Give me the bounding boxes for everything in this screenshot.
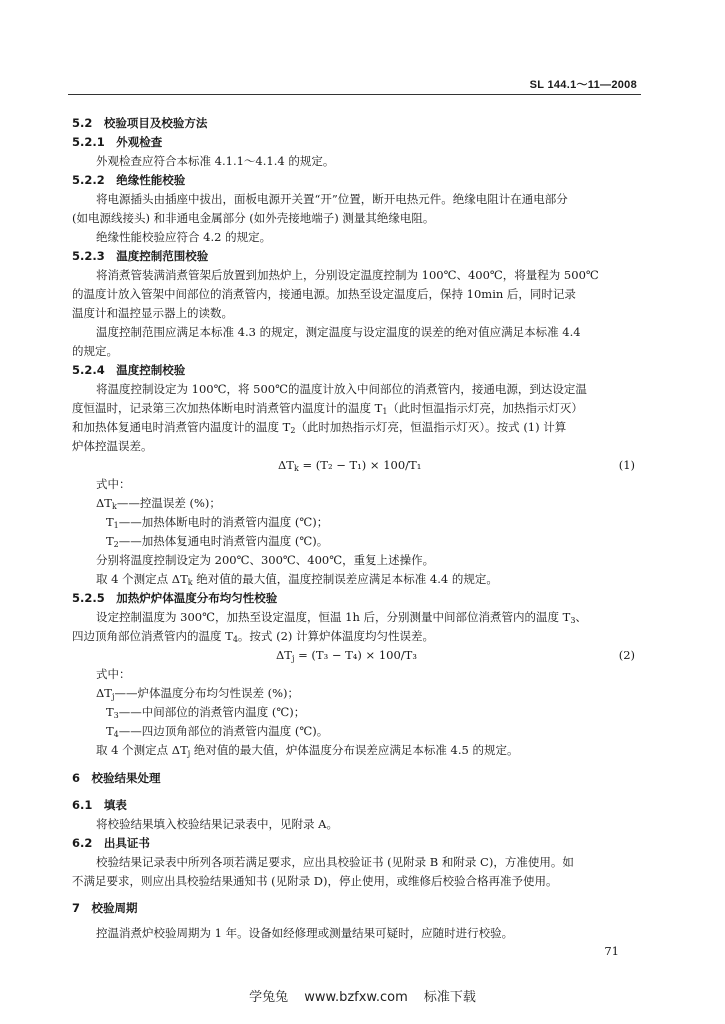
paragraph: 炉体控温误差。	[72, 439, 153, 453]
subscript: 1	[382, 407, 388, 416]
definition-item: $\Delta T_j——$炉体温度分布均匀性误差 (%)；	[96, 686, 300, 701]
footer	[0, 986, 725, 1005]
subscript: k	[187, 578, 193, 587]
formula-1: $\Delta T_k = (T_2 - T_1) \times 100/T_1$	[278, 458, 422, 473]
definition-item: $T_2——$加热体复通电时消煮管内温度 (℃)。	[106, 534, 329, 549]
formula-2-number: (2)	[618, 648, 635, 662]
paragraph: 外观检查应符合本标准 4.1.1～4.1.4 的规定。	[96, 154, 335, 168]
paragraph: 将温度控制设定为 100℃，将 500℃的温度计放入中间部位的消煮管内，接通电源，到达设定温	[96, 382, 587, 396]
definition-item: $T_1——$加热体断电时的消煮管内温度 (℃)；	[106, 515, 329, 530]
page-number: 71	[604, 944, 619, 958]
section-6-2-title: 6.2 出具证书	[72, 836, 150, 850]
paragraph: 的规定。	[72, 344, 118, 358]
section-5-2-5-title: 5.2.5 加热炉炉体温度分布均匀性校验	[72, 591, 278, 605]
section-6-1-title: 6.1 填表	[72, 798, 127, 812]
footer-tagline: 标准下载	[423, 990, 476, 1005]
definition-item: $T_4——$四边顶角部位的消煮管内温度 (℃)。	[106, 724, 329, 739]
paragraph: 控温消煮炉校验周期为 1 年。设备如经修理或测量结果可疑时，应随时进行校验。	[96, 926, 514, 940]
section-7-title: 7 校验周期	[72, 901, 138, 915]
paragraph: 的温度计放入管架中间部位的消煮管内，接通电源。加热至设定温度后，保持 10min 后，同时记录	[72, 287, 576, 301]
paragraph: 将校验结果填入校验结果记录表中，见附录 A。	[96, 817, 338, 831]
paragraph: 校验结果记录表中所列各项若满足要求，应出具校验证书 (见附录 B 和附录 C)，方准使用。如	[96, 855, 574, 869]
subscript: 4	[232, 635, 238, 644]
paragraph: 度恒温时，记录第三次加热体断电时消煮管内温度计的温度 $T_1$（此时恒温指示灯亮，加热指示灯灭）	[72, 401, 583, 416]
paragraph: 绝缘性能校验应符合 4.2 的规定。	[96, 230, 272, 244]
paragraph: 取 4 个测定点 $\Delta T_j$ 绝对值的最大值，炉体温度分布误差应满足本标准 4.5 的规定。	[96, 743, 519, 758]
definition-item: $T_3——$中间部位的消煮管内温度 (℃)；	[106, 705, 306, 720]
section-5-2-title: 5.2 校验项目及校验方法	[72, 116, 208, 130]
formula-2: $\Delta T_j = (T_3 - T_4) \times 100/T_3$	[276, 648, 417, 663]
paragraph: 取 4 个测定点 $\Delta T_k$ 绝对值的最大值，温度控制误差应满足本标准 4.4 的规定。	[96, 572, 498, 587]
section-5-2-1-title: 5.2.1 外观检查	[72, 135, 163, 149]
section-5-2-4-title: 5.2.4 温度控制校验	[72, 363, 186, 377]
definition-item: $\Delta T_k——$控温误差 (%)；	[96, 496, 221, 511]
paragraph: 四边顶角部位消煮管内的温度 $T_4$。按式 (2) 计算炉体温度均匀性误差。	[72, 629, 435, 644]
paragraph: 分别将温度控制设定为 200℃、300℃、400℃，重复上述操作。	[96, 553, 435, 567]
paragraph: 温度控制范围应满足本标准 4.3 的规定，测定温度与设定温度的误差的绝对值应满足本标准 4.4	[96, 325, 581, 339]
section-5-2-3-title: 5.2.3 温度控制范围校验	[72, 249, 209, 263]
formula-1-number: (1)	[618, 458, 635, 472]
paragraph: 和加热体复通电时消煮管内温度计的温度 $T_2$（此时加热指示灯亮，恒温指示灯灭）。按式 (1) 计算	[72, 420, 567, 435]
subscript: 2	[290, 426, 296, 435]
header-rule	[68, 94, 641, 95]
section-5-2-2-title: 5.2.2 绝缘性能校验	[72, 173, 186, 187]
subscript: j	[187, 749, 191, 758]
paragraph: 设定控制温度为 300℃，加热至设定温度，恒温 1h 后，分别测量中间部位消煮管内的温度 $T_3$、	[96, 610, 587, 625]
where-label: 式中：	[96, 667, 131, 681]
footer-url-link[interactable]: www.bzfxw.com	[304, 990, 408, 1005]
paragraph: 不满足要求，则应出具校验结果通知书 (见附录 D)，停止使用，或维修后校验合格再准予使用。	[72, 874, 558, 888]
standard-code-header: SL 144.1～11—2008	[529, 79, 637, 91]
footer-site-name: 学兔兔	[249, 990, 289, 1005]
paragraph: (如电源线接头) 和非通电金属部分 (如外壳接地端子) 测量其绝缘电阻。	[72, 211, 435, 225]
paragraph: 将消煮管装满消煮管架后放置到加热炉上，分别设定温度控制为 100℃、400℃，将量程为 500℃	[96, 268, 599, 282]
subscript: 3	[570, 616, 576, 625]
section-6-title: 6 校验结果处理	[72, 771, 161, 785]
paragraph: 将电源插头由插座中拔出，面板电源开关置“开”位置，断开电热元件。绝缘电阻计在通电部分	[96, 192, 568, 206]
where-label: 式中：	[96, 477, 131, 491]
paragraph: 温度计和温控显示器上的读数。	[72, 306, 233, 320]
